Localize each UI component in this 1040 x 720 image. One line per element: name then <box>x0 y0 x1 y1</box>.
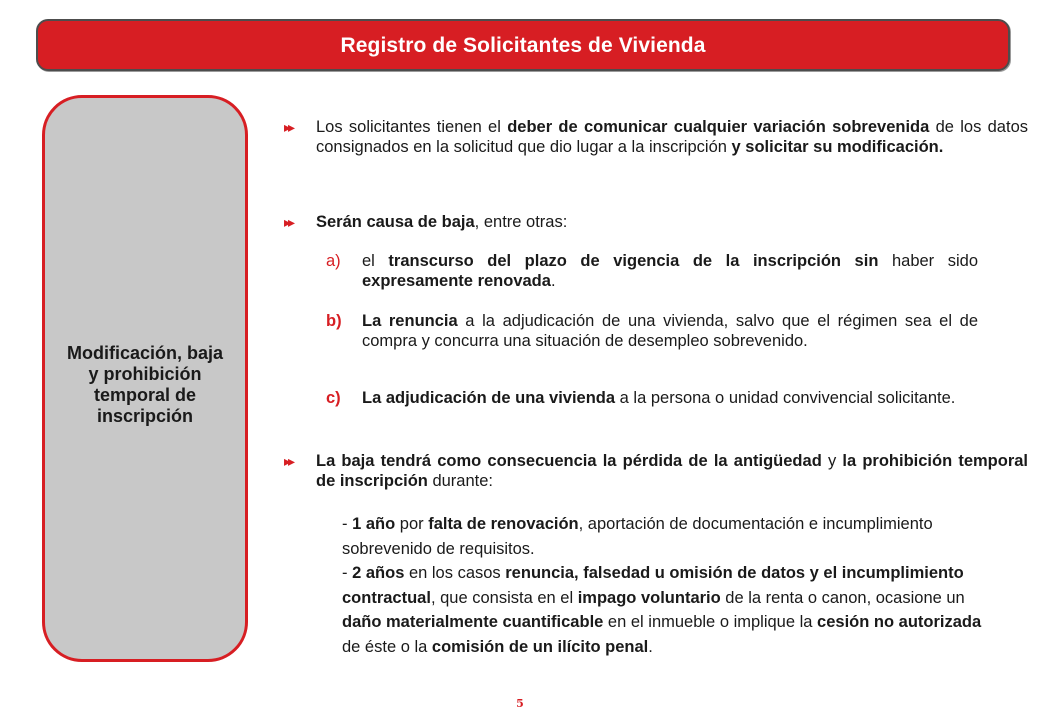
sub-item-marker: a) <box>326 252 341 270</box>
bold-run: expresamente renovada <box>362 271 551 290</box>
sub-item-marker: b) <box>326 312 342 330</box>
bold-run: La adjudicación de una vivienda <box>362 389 616 407</box>
bold-run: La baja tendrá como consecuencia la pérdida de la antigüedad <box>316 452 822 470</box>
bold-run: impago voluntario <box>577 588 721 607</box>
text-run: , entre otras: <box>474 213 568 231</box>
text-run: y <box>821 452 843 470</box>
text-run: en el inmueble o implique la <box>603 613 818 631</box>
bullet-consequences <box>284 452 1028 491</box>
text-run: por <box>395 515 429 533</box>
text-run: durante: <box>427 471 493 490</box>
bullet-causes-of-removal <box>284 213 1028 233</box>
text-run: - <box>342 515 353 533</box>
sub-item-text <box>362 389 978 409</box>
bold-run: La renuncia <box>362 312 458 330</box>
text-run: Los solicitantes tienen el <box>316 118 508 136</box>
bold-run: deber de comunicar cualquier variación sobrevenida <box>507 118 930 136</box>
bold-run: la prohibición temporal de inscripción <box>316 452 1029 490</box>
text-run: - <box>342 564 353 582</box>
sub-item-c <box>326 389 978 409</box>
bold-run: cesión no autorizada <box>817 613 982 631</box>
bold-run: falta de renovación <box>428 515 579 533</box>
bold-run: renuncia, falsedad u omisión de datos y el incumplimiento contractual <box>342 564 964 607</box>
sub-item-a <box>326 252 978 291</box>
text-run: de la renta o canon, ocasione un <box>720 588 965 607</box>
double-arrow-bullet-icon: ▸▸ <box>284 119 293 135</box>
bold-run: 1 año <box>352 515 396 533</box>
text-run: el <box>362 252 389 270</box>
page-title: Registro de Solicitantes de Vivienda <box>340 34 706 57</box>
text-run: de éste o la <box>342 637 432 656</box>
bullet-text <box>316 452 1028 491</box>
text-run: . <box>648 637 653 656</box>
penalty-one-year <box>342 512 992 561</box>
text-run: en los casos <box>404 564 506 582</box>
bold-run: transcurso del plazo de vigencia de la inscripción sin <box>388 252 879 270</box>
bold-run: Serán causa de baja <box>316 213 475 231</box>
text-run: , aportación de documentación e incumplimiento sobrevenido de requisitos. <box>342 515 933 558</box>
sub-item-marker: c) <box>326 389 341 407</box>
text-run: haber sido <box>878 252 979 270</box>
double-arrow-bullet-icon: ▸▸ <box>284 453 293 469</box>
penalty-two-years <box>342 561 992 659</box>
bold-run: 2 años <box>352 564 405 582</box>
double-arrow-bullet-icon: ▸▸ <box>284 214 293 230</box>
text-run: . <box>550 271 556 290</box>
title-banner <box>36 19 1010 71</box>
penalty-list <box>342 512 992 659</box>
page-number: 5 <box>516 697 524 710</box>
sub-item-text <box>362 252 978 291</box>
sub-item-text <box>362 312 978 351</box>
sub-item-b <box>326 312 978 351</box>
bold-run: comisión de un ilícito penal <box>431 637 649 656</box>
section-side-panel <box>42 95 248 662</box>
bold-run: daño materialmente cuantificable <box>342 613 604 631</box>
bold-run: y solicitar su modificación. <box>731 137 944 156</box>
bullet-text <box>316 213 1028 233</box>
bullet-duty-to-report <box>284 118 1028 157</box>
text-run: de los datos consignados en la solicitud que dio lugar a la inscripción <box>316 118 1028 156</box>
bullet-text <box>316 118 1028 157</box>
text-run: a la persona o unidad convivencial solicitante. <box>615 389 956 407</box>
section-label: Modificación, baja y prohibición temporal de inscripción <box>66 342 224 426</box>
text-run: a la adjudicación de una vivienda, salvo que el régimen sea el de compra y concurra una situación de desempleo sobrevenido. <box>362 312 978 350</box>
text-run: , que consista en el <box>430 588 578 607</box>
